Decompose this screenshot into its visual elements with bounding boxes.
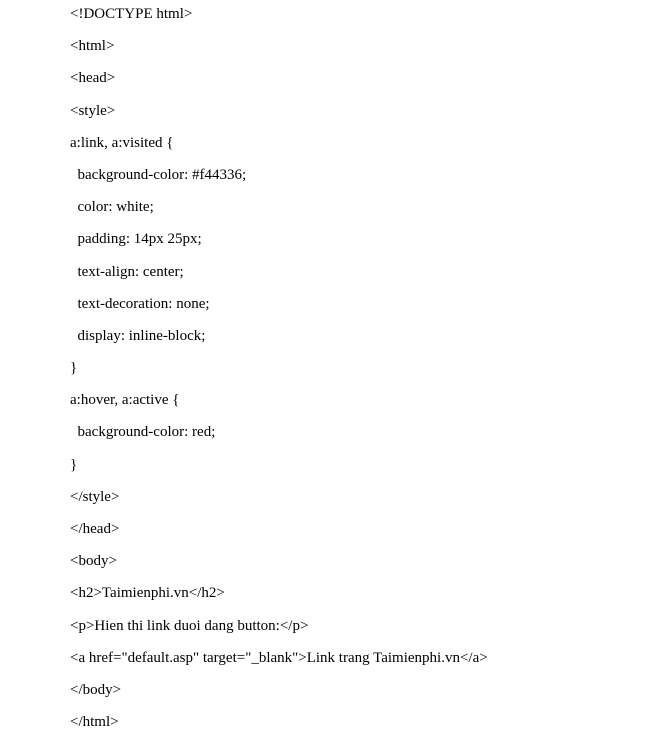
code-line: } [70, 360, 78, 377]
code-line: padding: 14px 25px; [70, 231, 202, 248]
code-line: <html> [70, 38, 115, 55]
code-line: } [70, 456, 78, 473]
code-line: color: white; [70, 199, 154, 216]
code-line: <style> [70, 102, 116, 119]
code-line: <a href="default.asp" target="_blank">Link trang Taimienphi.vn</a> [70, 649, 488, 666]
code-line: text-decoration: none; [70, 295, 210, 312]
code-line: <!DOCTYPE html> [70, 6, 193, 22]
code-line: a:link, a:visited { [70, 134, 174, 151]
code-line: </body> [70, 681, 122, 698]
code-line: text-align: center; [70, 263, 184, 280]
code-line: <head> [70, 70, 116, 87]
code-line: <p>Hien thi link duoi dang button:</p> [70, 617, 309, 634]
code-line: background-color: red; [70, 424, 216, 441]
code-line: a:hover, a:active { [70, 392, 180, 409]
code-line: </head> [70, 521, 120, 537]
code-line: <h2>Taimienphi.vn</h2> [70, 585, 225, 602]
code-line: <body> [70, 553, 117, 570]
code-line: display: inline-block; [70, 327, 206, 344]
code-line: background-color: #f44336; [70, 166, 247, 183]
code-listing [70, 4, 488, 744]
code-line: </style> [70, 488, 120, 505]
code-line: </html> [70, 714, 119, 731]
